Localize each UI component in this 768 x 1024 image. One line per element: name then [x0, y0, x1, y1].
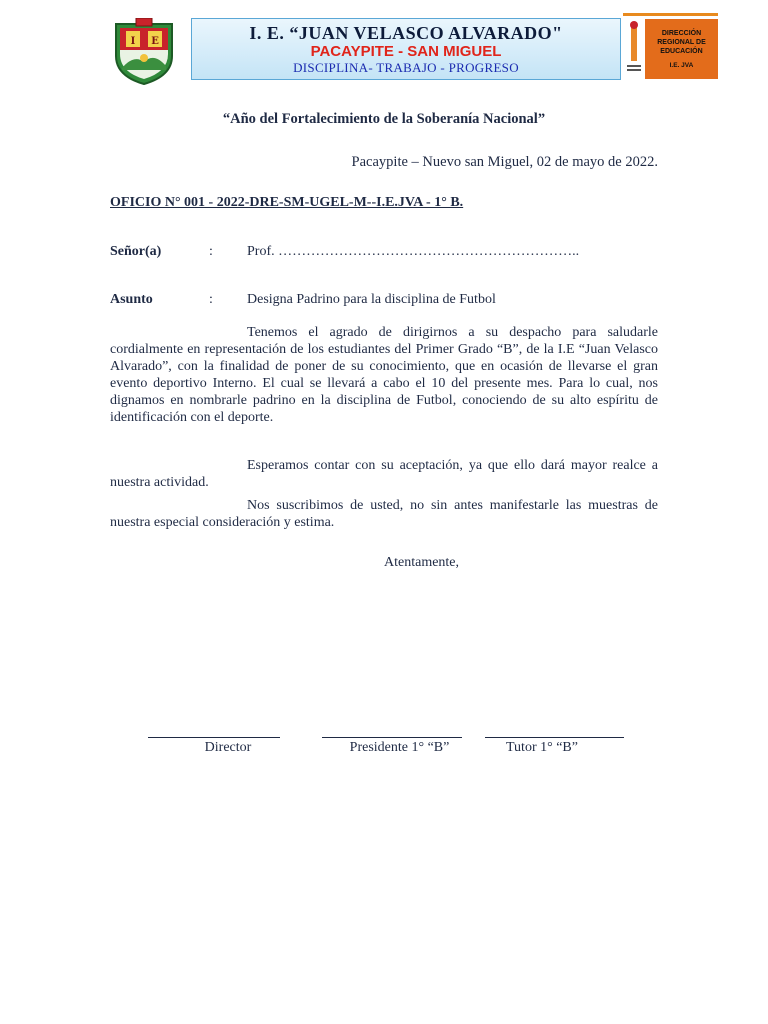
school-location: PACAYPITE - SAN MIGUEL: [310, 43, 502, 60]
svg-text:I: I: [130, 36, 136, 47]
dre-logo: [623, 13, 718, 82]
subject-value: Designa Padrino para la disciplina de Futbol: [247, 292, 496, 307]
place-date: Pacaypite – Nuevo san Miguel, 02 de mayo de 2022.: [351, 154, 658, 170]
signature-line-president: [322, 737, 462, 738]
year-title: “Año del Fortalecimiento de la Soberanía Nacional”: [222, 111, 546, 127]
signature-label-tutor: Tutor 1° “B”: [506, 740, 578, 755]
recipient-label: Señor(a): [110, 244, 162, 259]
recipient-colon: :: [209, 244, 213, 259]
dre-logo-subtitle: I.E. JVA: [669, 62, 694, 69]
oficio-reference: OFICIO N° 001 - 2022-DRE-SM-UGEL-M--I.E.JVA - 1° B.: [110, 195, 464, 210]
signature-label-president: Presidente 1° “B”: [349, 740, 450, 755]
signature-line-tutor: [485, 737, 624, 738]
school-header-banner: [191, 18, 621, 80]
closing: Atentamente,: [384, 555, 460, 570]
school-crest-logo: [112, 18, 176, 86]
subject-label: Asunto: [110, 292, 153, 307]
recipient-value: Prof. ………………………………………………………..: [247, 244, 580, 259]
body-paragraph-2: Esperamos contar con su aceptación, ya que ello dará mayor realce a nuestra actividad.: [110, 458, 658, 490]
school-motto: DISCIPLINA- TRABAJO - PROGRESO: [293, 60, 519, 75]
signature-label-director: Director: [204, 740, 252, 755]
signature-line-director: [148, 737, 280, 738]
dre-logo-title: DIRECCIÓN REGIONAL DE EDUCACIÓN: [657, 30, 706, 55]
body-paragraph-1: Tenemos el agrado de dirigirnos a su despacho para saludarle cordialmente en representación de los estudiantes del Primer Grado “B”, de la I.E “Juan Velasco Alvarado”, con la finalidad de poner de su conocimiento, que en ocasión de llevarse el gran evento deportivo Interno. El cual se llevará a cabo el 10 del presente mes. Para lo cual, nos dignamos en nombrarle padrino en la disciplina de Futbol, conociendo de su alto espíritu de identificación con el deporte.: [110, 325, 658, 425]
svg-text:E: E: [151, 36, 159, 47]
body-paragraph-3: Nos suscribimos de usted, no sin antes manifestarle las muestras de nuestra especial consideración y estima.: [110, 498, 658, 530]
school-name: I. E. “JUAN VELASCO ALVARADO": [249, 23, 563, 43]
ugel-mini-logo-icon: [625, 19, 643, 77]
subject-colon: :: [209, 292, 213, 307]
